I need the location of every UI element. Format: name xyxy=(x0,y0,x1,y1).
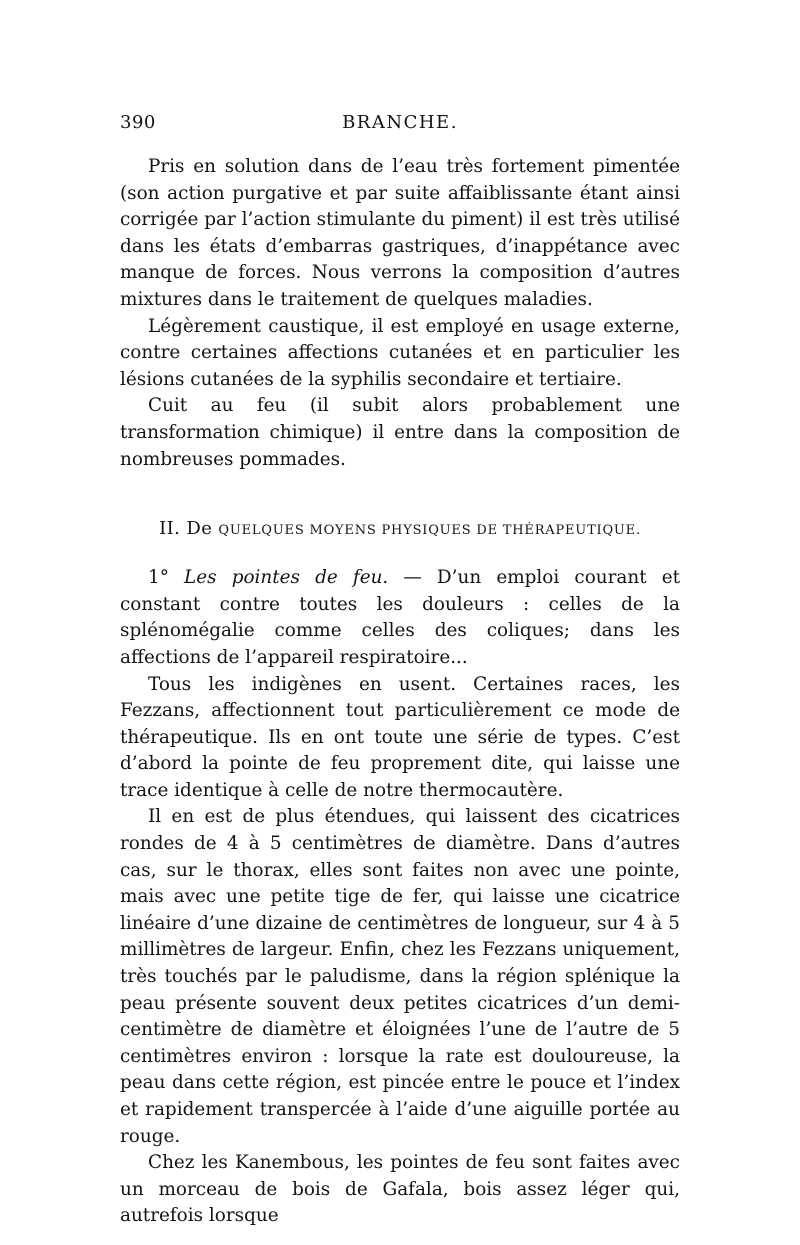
section-number: II. xyxy=(159,518,181,540)
subsection-title: Les pointes de feu. xyxy=(184,567,389,589)
subsection-paragraph xyxy=(120,565,680,671)
section-title-smallcaps: QUELQUES MOYENS PHYSIQUES DE THÉRAPEUTIQUE. xyxy=(218,523,641,539)
paragraph: Il en est de plus étendues, qui laissent des cicatrices rondes de 4 à 5 centimètres de diamètre. Dans d’autres cas, sur le thorax, elles sont faites non avec une pointe, mais avec une petite tige de fer, qui laisse une cicatrice linéaire d’une dizaine de centimètres de longueur, sur 4 à 5 millimètres de largeur. Enfin, chez les Fezzans uniquement, très touchés par le paludisme, dans la région splénique la peau présente souvent deux petites cicatrices d’un demi-centimètre de diamètre et éloignées l’une de l’autre de 5 centimètres environ : lorsque la rate est douloureuse, la peau dans cette région, est pincée entre le pouce et l’index et rapidement transpercée à l’aide d’une aiguille portée au rouge. xyxy=(120,806,680,1147)
paragraph: Cuit au feu (il subit alors probablement une transformation chimique) il entre dans la composition de nombreuses pommades. xyxy=(120,395,680,470)
section-first-word: De xyxy=(186,518,213,540)
paragraph: Légèrement caustique, il est employé en usage externe, contre certaines affections cutanées et en particulier les lésions cutanées de la syphilis secondaire et tertiaire. xyxy=(120,315,680,390)
subsection-number: 1° xyxy=(148,567,169,589)
page-number: 390 xyxy=(120,112,156,133)
page-header xyxy=(120,112,680,142)
body-text xyxy=(120,154,680,1230)
paragraph: Pris en solution dans de l’eau très fortement pimentée (son action purgative et par suite affaiblissante étant ainsi corrigée par l’action stimulante du piment) il est très utilisé dans les états d’embarras gastriques, d’inappétance avec manque de forces. Nous verrons la composition d’autres mixtures dans le traitement de quelques maladies. xyxy=(120,156,680,310)
book-page xyxy=(120,112,680,1230)
section-heading xyxy=(120,518,680,539)
running-title: BRANCHE. xyxy=(342,112,458,133)
paragraph: Tous les indigènes en usent. Certaines races, les Fezzans, affectionnent tout particulièrement ce mode de thérapeutique. Ils en ont toute une série de types. C’est d’abord la pointe de feu proprement dite, qui laisse une trace identique à celle de notre thermocautère. xyxy=(120,673,680,801)
paragraph: Chez les Kanembous, les pointes de feu sont faites avec un morceau de bois de Gafala, bois assez léger qui, autrefois lorsque xyxy=(120,1152,680,1227)
subsection-text: — D’un emploi courant et constant contre toutes les douleurs : celles de la splénomégalie comme celles des coliques; dans les affections de l’appareil respiratoire... xyxy=(120,567,680,668)
